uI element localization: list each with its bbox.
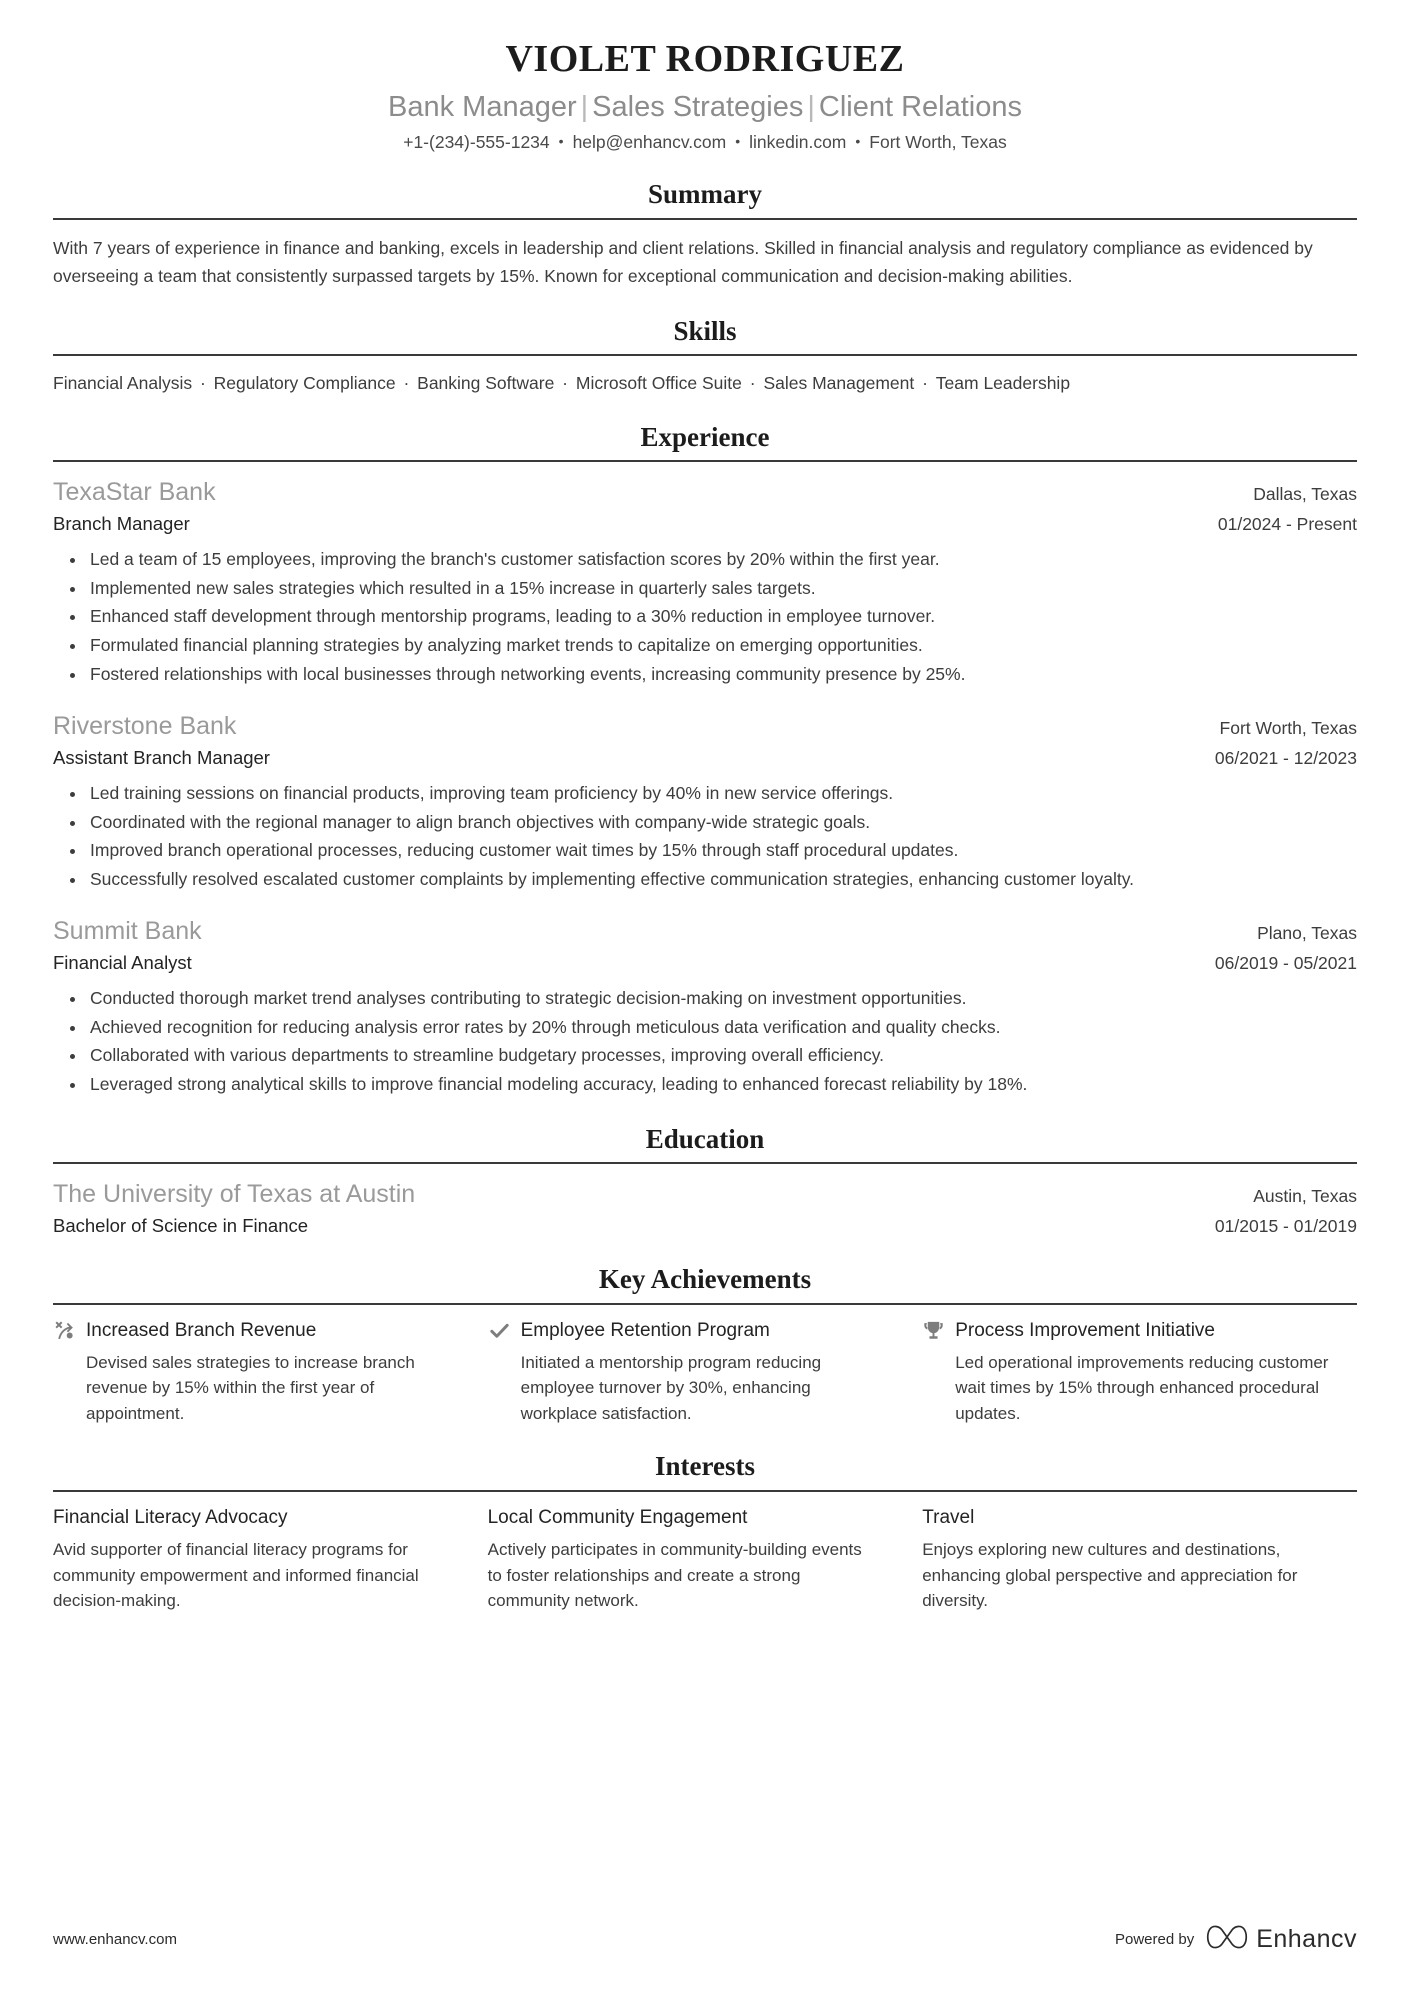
contact-phone: +1-(234)-555-1234 [403, 132, 550, 153]
experience-entry-header [53, 915, 1357, 949]
responsibility-list [53, 780, 1357, 894]
responsibility-item: Led training sessions on financial products, improving team proficiency by 40% in new service offerings. [80, 780, 1357, 808]
responsibility-item: Enhanced staff development through mentorship programs, leading to a 30% reduction in employee turnover. [80, 603, 1357, 631]
education-entry [53, 1178, 1357, 1239]
interest-item [488, 1506, 923, 1614]
contact-linkedin[interactable]: linkedin.com [749, 132, 847, 153]
job-title: Branch Manager [53, 512, 190, 534]
responsibility-item: Improved branch operational processes, reducing customer wait times by 15% through staff procedural updates. [80, 837, 1357, 865]
section-summary [53, 180, 1357, 290]
interest-title: Local Community Engagement [487, 1506, 748, 1528]
responsibility-item: Collaborated with various departments to streamline budgetary processes, improving overall efficiency. [80, 1042, 1357, 1070]
section-rule [53, 1303, 1357, 1305]
section-title-interests: Interests [655, 1451, 755, 1482]
headline-separator: | [807, 90, 815, 123]
employment-dates: 06/2021 - 12/2023 [1214, 747, 1357, 768]
section-interests [53, 1452, 1357, 1614]
strategy-arrow-icon [53, 1319, 76, 1342]
skill-item: Microsoft Office Suite [575, 373, 742, 394]
achievement-item [488, 1319, 923, 1426]
responsibility-item: Conducted thorough market trend analyses contributing to strategic decision-making on investment opportunities. [80, 985, 1357, 1013]
experience-entry [53, 476, 1357, 688]
section-rule [53, 354, 1357, 356]
employment-dates: 01/2024 - Present [1217, 513, 1357, 534]
skills-list [53, 370, 1357, 396]
interest-item [922, 1506, 1357, 1614]
trophy-icon [922, 1319, 945, 1342]
contact-location: Fort Worth, Texas [869, 132, 1007, 153]
responsibility-item: Led a team of 15 employees, improving the branch's customer satisfaction scores by 20% within the first year. [80, 546, 1357, 574]
skill-separator: · [398, 373, 415, 394]
section-rule [53, 1490, 1357, 1492]
section-experience [53, 423, 1357, 1099]
experience-entry [53, 710, 1357, 893]
achievement-item [53, 1319, 488, 1426]
headline-part-3: Client Relations [818, 90, 1022, 123]
checkmark-icon [488, 1319, 511, 1342]
employer-name: Riverstone Bank [53, 712, 237, 741]
experience-entries [53, 476, 1357, 1098]
powered-by-label: Powered by [1114, 1931, 1195, 1948]
achievement-header [488, 1319, 877, 1343]
headline-part-2: Sales Strategies [592, 90, 804, 123]
candidate-name: VIOLET RODRIGUEZ [505, 38, 905, 80]
experience-entry [53, 915, 1357, 1098]
section-skills [53, 317, 1357, 397]
skill-separator: · [744, 373, 761, 394]
interest-description: Enjoys exploring new cultures and destinations, enhancing global perspective and appreciation for diversity. [922, 1540, 1298, 1611]
interest-title: Financial Literacy Advocacy [53, 1506, 288, 1528]
section-education [53, 1125, 1357, 1239]
interest-item [53, 1506, 488, 1614]
job-title: Financial Analyst [53, 952, 192, 974]
skill-separator: · [195, 373, 211, 394]
education-entries [53, 1178, 1357, 1239]
school-name: The University of Texas at Austin [53, 1180, 416, 1209]
responsibility-list [53, 985, 1357, 1099]
summary-text: With 7 years of experience in finance and banking, excels in leadership and client relations. Skilled in financial analysis and regulatory compliance as evidenced by overseeing a team that consistently surpassed targets by 15%. Known for exceptional communication and decision-making abilities. [53, 237, 1313, 287]
responsibility-item: Successfully resolved escalated customer complaints by implementing effective communication strategies, enhancing customer loyalty. [80, 866, 1357, 894]
skill-separator: · [917, 373, 933, 394]
resume-header [53, 0, 1357, 154]
degree-name: Bachelor of Science in Finance [53, 1215, 309, 1237]
contact-separator-icon: • [735, 133, 741, 150]
experience-entry-header [53, 710, 1357, 744]
job-title: Assistant Branch Manager [53, 746, 270, 768]
enhancv-wordmark: Enhancv [1256, 1925, 1357, 1953]
headline-separator: | [580, 90, 589, 123]
interest-title: Travel [922, 1506, 975, 1528]
employer-location: Plano, Texas [1257, 923, 1357, 944]
employer-name: Summit Bank [53, 917, 202, 946]
section-title-key-achievements: Key Achievements [598, 1264, 812, 1295]
section-title-education: Education [645, 1123, 765, 1154]
responsibility-list [53, 546, 1357, 688]
skill-item: Sales Management [763, 373, 915, 394]
employer-location: Fort Worth, Texas [1219, 718, 1357, 739]
employer-name: TexaStar Bank [53, 478, 216, 507]
achievement-description: Led operational improvements reducing customer wait times by 15% through enhanced procedural updates. [955, 1352, 1329, 1423]
education-dates: 01/2015 - 01/2019 [1214, 1216, 1357, 1237]
enhancv-logo [1206, 1924, 1357, 1955]
responsibility-item: Coordinated with the regional manager to align branch objectives with company-wide strategic goals. [80, 809, 1357, 837]
section-title-summary: Summary [648, 179, 762, 210]
enhancv-mark-icon [1206, 1924, 1248, 1955]
achievement-item [922, 1319, 1357, 1426]
skill-separator: · [557, 373, 573, 394]
interest-description: Avid supporter of financial literacy programs for community empowerment and informed financial decision-making. [53, 1540, 419, 1611]
responsibility-item: Achieved recognition for reducing analysis error rates by 20% through meticulous data verification and quality checks. [80, 1014, 1357, 1042]
achievement-title: Increased Branch Revenue [86, 1319, 317, 1341]
achievement-description: Initiated a mentorship program reducing employee turnover by 30%, enhancing workplace satisfaction. [520, 1352, 822, 1423]
achievement-columns [53, 1319, 1357, 1426]
section-rule [53, 460, 1357, 462]
section-title-skills: Skills [673, 315, 737, 346]
skill-item: Financial Analysis [53, 373, 193, 394]
headline-part-1: Bank Manager [388, 90, 577, 123]
contact-separator-icon: • [558, 133, 564, 150]
employer-location: Dallas, Texas [1253, 484, 1357, 505]
achievement-header [922, 1319, 1357, 1343]
skill-item: Banking Software [417, 373, 555, 394]
experience-entry-subheader [53, 951, 1357, 976]
section-rule [53, 218, 1357, 220]
candidate-headline [53, 90, 1357, 125]
contact-separator-icon: • [855, 133, 861, 150]
achievement-description: Devised sales strategies to increase branch revenue by 15% within the first year of appointment. [86, 1352, 415, 1423]
skill-item: Regulatory Compliance [213, 373, 396, 394]
experience-entry-header [53, 476, 1357, 510]
education-entry-subheader [53, 1214, 1357, 1239]
experience-entry-subheader [53, 512, 1357, 537]
experience-entry-subheader [53, 746, 1357, 771]
responsibility-item: Implemented new sales strategies which resulted in a 15% increase in quarterly sales targets. [80, 575, 1357, 603]
education-entry-header [53, 1178, 1357, 1212]
contact-line [53, 131, 1357, 154]
section-key-achievements [53, 1265, 1357, 1426]
responsibility-item: Formulated financial planning strategies by analyzing market trends to capitalize on emerging opportunities. [80, 632, 1357, 660]
page-footer [53, 1924, 1357, 1955]
section-title-experience: Experience [640, 421, 770, 452]
school-location: Austin, Texas [1253, 1186, 1357, 1207]
achievement-title: Process Improvement Initiative [955, 1319, 1215, 1341]
responsibility-item: Leveraged strong analytical skills to improve financial modeling accuracy, leading to enhanced forecast reliability by 18%. [80, 1071, 1357, 1099]
section-rule [53, 1162, 1357, 1164]
achievement-header [53, 1319, 442, 1343]
footer-website-url[interactable]: www.enhancv.com [53, 1931, 177, 1948]
achievement-title: Employee Retention Program [520, 1319, 770, 1341]
responsibility-item: Fostered relationships with local businesses through networking events, increasing community presence by 25%. [80, 661, 1357, 689]
interest-description: Actively participates in community-building events to foster relationships and create a strong community network. [487, 1540, 862, 1611]
employment-dates: 06/2019 - 05/2021 [1214, 953, 1357, 974]
interest-columns [53, 1506, 1357, 1614]
skill-item: Team Leadership [935, 373, 1071, 394]
contact-email[interactable]: help@enhancv.com [572, 132, 727, 153]
footer-branding [1115, 1924, 1357, 1955]
